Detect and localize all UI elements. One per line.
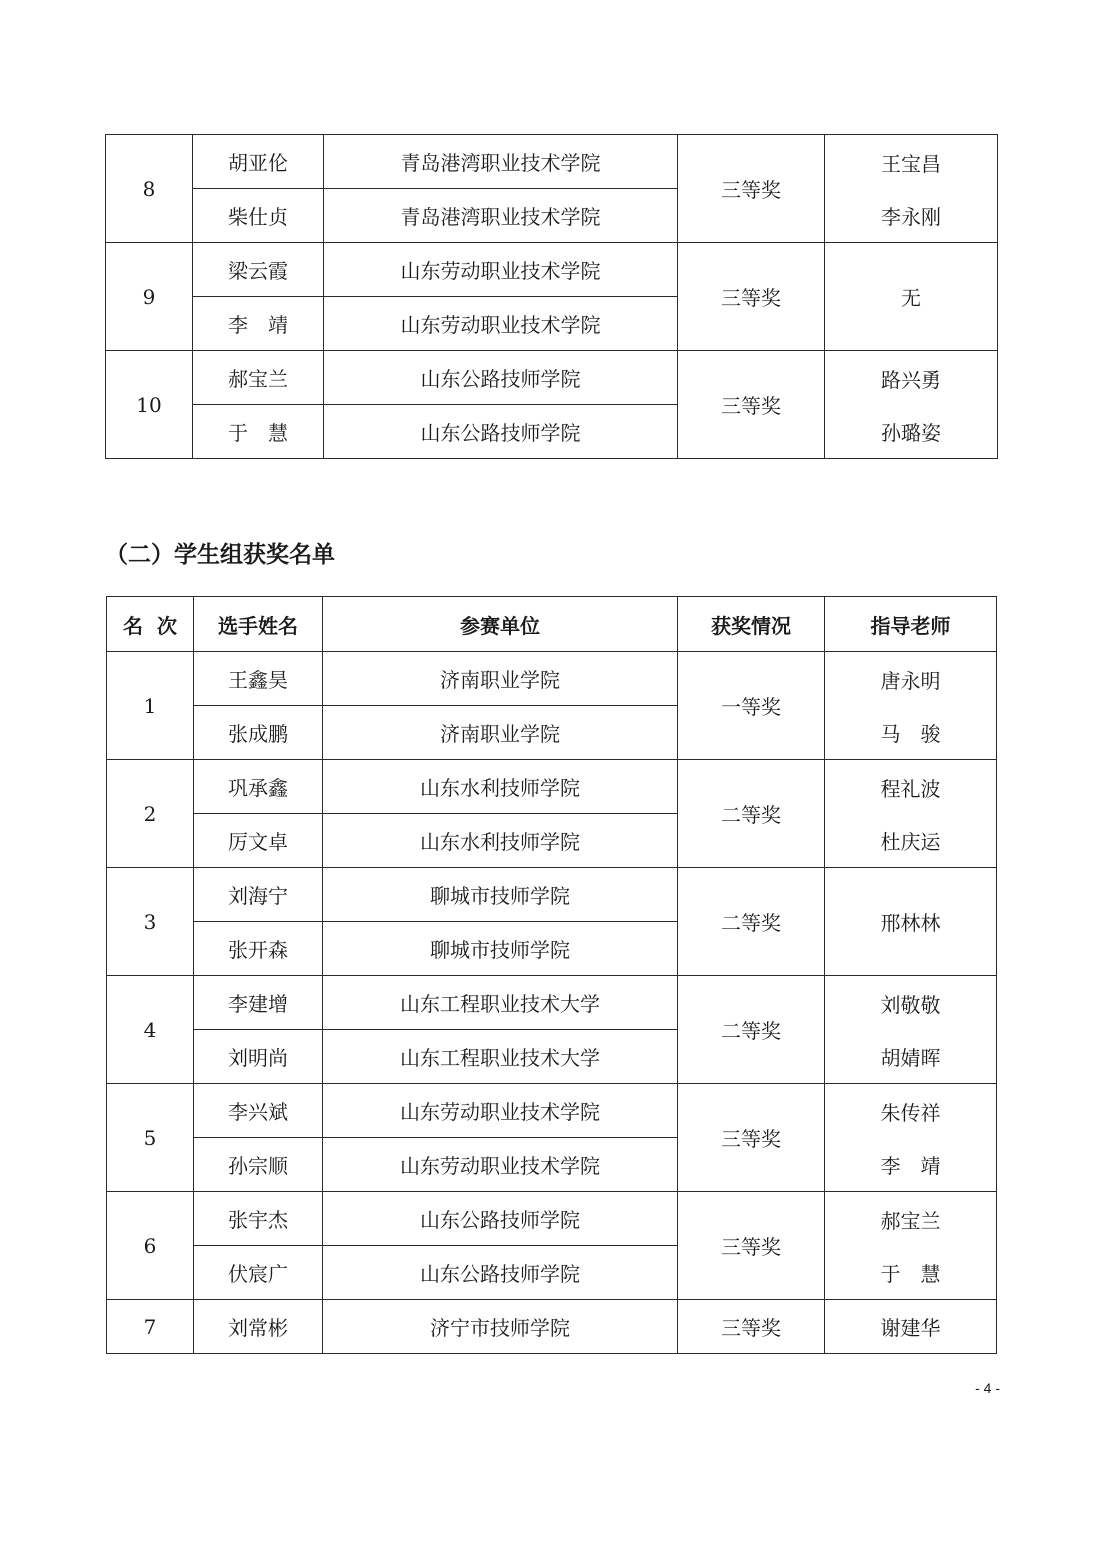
unit-cell [324,243,678,297]
unit-cell [323,1192,678,1246]
unit-cell [324,405,678,459]
advisor-cell [825,868,997,976]
player-name-cell-text: 张宇杰 [228,1208,288,1232]
player-name-cell-text: 张成鹏 [228,722,288,746]
rank-cell [107,1300,194,1354]
player-name-cell [193,297,324,351]
player-name-cell-text: 王鑫昊 [228,668,288,692]
rank-cell [107,652,194,760]
table-row [107,760,997,814]
table-row [107,1084,997,1138]
advisor-name: 李永刚 [881,204,941,229]
player-name-cell [194,1084,323,1138]
advisor-name: 于 慧 [880,1261,941,1286]
player-name-cell-text: 巩承鑫 [228,776,288,800]
advisor-cell [825,1084,997,1192]
player-name-cell [194,1138,323,1192]
advisor-cell [825,135,998,243]
header-advisor: 指导老师 [825,597,997,652]
award-cell-text: 三等奖 [721,1127,781,1151]
table-row [107,1300,997,1354]
player-name-cell-text: 柴仕贞 [228,205,288,229]
table-header-row [107,597,997,652]
rank-cell-text: 8 [142,176,156,201]
unit-cell [323,976,678,1030]
header-award: 获奖情况 [678,597,825,652]
advisor-name: 唐永明 [880,668,941,693]
player-name-cell [194,868,323,922]
advisor-name: 无 [901,286,921,310]
player-name-cell [194,1192,323,1246]
unit-cell [323,1300,678,1354]
unit-cell-text: 山东公路技师学院 [420,421,581,445]
advisor-name: 杜庆运 [880,829,941,854]
unit-cell [323,706,678,760]
award-cell-text: 三等奖 [721,178,781,202]
advisor-name: 郝宝兰 [880,1208,941,1233]
advisor-name: 路兴勇 [881,367,941,392]
rank-cell-text: 2 [143,801,157,826]
table-row [107,976,997,1030]
rank-cell-text: 7 [143,1314,157,1339]
player-name-cell [193,135,324,189]
award-table-continued [105,134,998,459]
unit-cell [323,814,678,868]
advisor-name: 邢林林 [880,911,941,935]
unit-cell [324,297,678,351]
player-name-cell-text: 孙宗顺 [228,1154,288,1178]
unit-cell-text: 山东劳动职业技术学院 [400,1100,600,1124]
player-name-cell-text: 伏宸广 [228,1262,288,1286]
unit-cell-text: 山东劳动职业技术学院 [400,1154,600,1178]
header-rank: 名 次 [107,597,194,652]
player-name-cell [193,243,324,297]
advisor-cell [825,1192,997,1300]
unit-cell-text: 山东水利技师学院 [420,776,580,800]
advisor-name: 刘敬敬 [880,992,941,1017]
player-name-cell [194,976,323,1030]
unit-cell-text: 山东劳动职业技术学院 [400,259,601,283]
rank-cell [106,351,193,459]
rank-cell-text: 3 [143,909,157,934]
award-cell [678,135,825,243]
advisor-name: 程礼波 [880,776,941,801]
player-name-cell [194,922,323,976]
award-cell [678,976,825,1084]
table-row [107,652,997,706]
unit-cell-text: 山东劳动职业技术学院 [400,313,601,337]
award-cell-text: 三等奖 [721,286,781,310]
unit-cell [324,189,678,243]
player-name-cell [194,814,323,868]
player-name-cell [194,1300,323,1354]
advisor-name: 马 骏 [880,721,941,746]
unit-cell-text: 山东公路技师学院 [420,1262,580,1286]
rank-cell-text: 6 [143,1233,157,1258]
award-cell-text: 三等奖 [721,1316,781,1340]
advisor-cell [825,760,997,868]
rank-cell [107,976,194,1084]
unit-cell [323,1084,678,1138]
player-name-cell [193,405,324,459]
rank-cell-text: 10 [136,392,162,417]
unit-cell [323,1030,678,1084]
unit-cell [324,135,678,189]
advisor-name: 李 靖 [880,1153,941,1178]
unit-cell [323,1246,678,1300]
student-group-heading: （二）学生组获奖名单 [105,542,335,568]
award-cell [678,652,825,760]
award-cell-text: 二等奖 [721,803,781,827]
rank-cell [106,135,193,243]
player-name-cell-text: 张开森 [228,938,288,962]
rank-cell-text: 5 [143,1125,157,1150]
advisor-name: 胡婧晖 [880,1045,941,1070]
advisor-cell [825,351,998,459]
unit-cell [323,922,678,976]
award-cell-text: 三等奖 [721,1235,781,1259]
award-cell [678,868,825,976]
unit-cell-text: 山东工程职业技术大学 [400,992,600,1016]
rank-cell [107,1084,194,1192]
player-name-cell [194,1030,323,1084]
unit-cell-text: 济宁市技师学院 [430,1316,570,1340]
advisor-cell [825,652,997,760]
award-cell [678,1084,825,1192]
advisor-cell [825,1300,997,1354]
unit-cell [323,1138,678,1192]
player-name-cell-text: 李建增 [228,992,288,1016]
player-name-cell-text: 刘明尚 [228,1046,288,1070]
unit-cell-text: 聊城市技师学院 [430,938,570,962]
award-cell-text: 三等奖 [721,394,781,418]
unit-cell-text: 山东水利技师学院 [420,830,580,854]
header-player-name: 选手姓名 [194,597,323,652]
unit-cell-text: 山东工程职业技术大学 [400,1046,600,1070]
advisor-name: 谢建华 [880,1316,941,1340]
unit-cell-text: 聊城市技师学院 [430,884,570,908]
student-group-award-table [106,596,997,1354]
player-name-cell [194,652,323,706]
advisor-name: 孙璐姿 [881,420,941,445]
player-name-cell [194,706,323,760]
player-name-cell-text: 胡亚伦 [228,151,288,175]
unit-cell-text: 济南职业学院 [440,722,560,746]
table-row [106,135,998,189]
player-name-cell [193,189,324,243]
rank-cell-text: 4 [143,1017,157,1042]
rank-cell-text: 1 [143,693,157,718]
award-cell-text: 二等奖 [721,911,781,935]
unit-cell [323,652,678,706]
unit-cell [323,760,678,814]
award-cell [678,760,825,868]
rank-cell [107,1192,194,1300]
player-name-cell [194,760,323,814]
advisor-name: 朱传祥 [880,1100,941,1125]
player-name-cell-text: 梁云霞 [228,259,288,283]
player-name-cell-text: 厉文卓 [228,830,288,854]
unit-cell [323,868,678,922]
unit-cell-text: 济南职业学院 [440,668,560,692]
unit-cell-text: 山东公路技师学院 [420,367,581,391]
rank-cell [107,760,194,868]
advisor-cell [825,976,997,1084]
award-cell [678,1300,825,1354]
award-cell-text: 二等奖 [721,1019,781,1043]
award-cell [678,243,825,351]
header-unit: 参赛单位 [323,597,678,652]
unit-cell-text: 青岛港湾职业技术学院 [400,151,601,175]
table-row [107,868,997,922]
advisor-cell [825,243,998,351]
table-row [106,243,998,297]
rank-cell [106,243,193,351]
advisor-name: 王宝昌 [881,151,941,176]
rank-cell [107,868,194,976]
unit-cell-text: 山东公路技师学院 [420,1208,580,1232]
rank-cell-text: 9 [142,284,156,309]
unit-cell [324,351,678,405]
table-row [106,351,998,405]
player-name-cell-text: 李 靖 [228,313,288,337]
award-cell-text: 一等奖 [721,695,781,719]
award-table-continued-body [106,135,998,459]
page-number: - 4 - [975,1380,1000,1396]
player-name-cell [193,351,324,405]
unit-cell-text: 青岛港湾职业技术学院 [400,205,601,229]
player-name-cell-text: 李兴斌 [228,1100,288,1124]
student-group-award-table-body [107,652,997,1354]
player-name-cell-text: 郝宝兰 [228,367,288,391]
award-cell [678,351,825,459]
player-name-cell-text: 于 慧 [228,421,288,445]
player-name-cell [194,1246,323,1300]
player-name-cell-text: 刘海宁 [228,884,288,908]
table-row [107,1192,997,1246]
award-cell [678,1192,825,1300]
player-name-cell-text: 刘常彬 [228,1316,288,1340]
